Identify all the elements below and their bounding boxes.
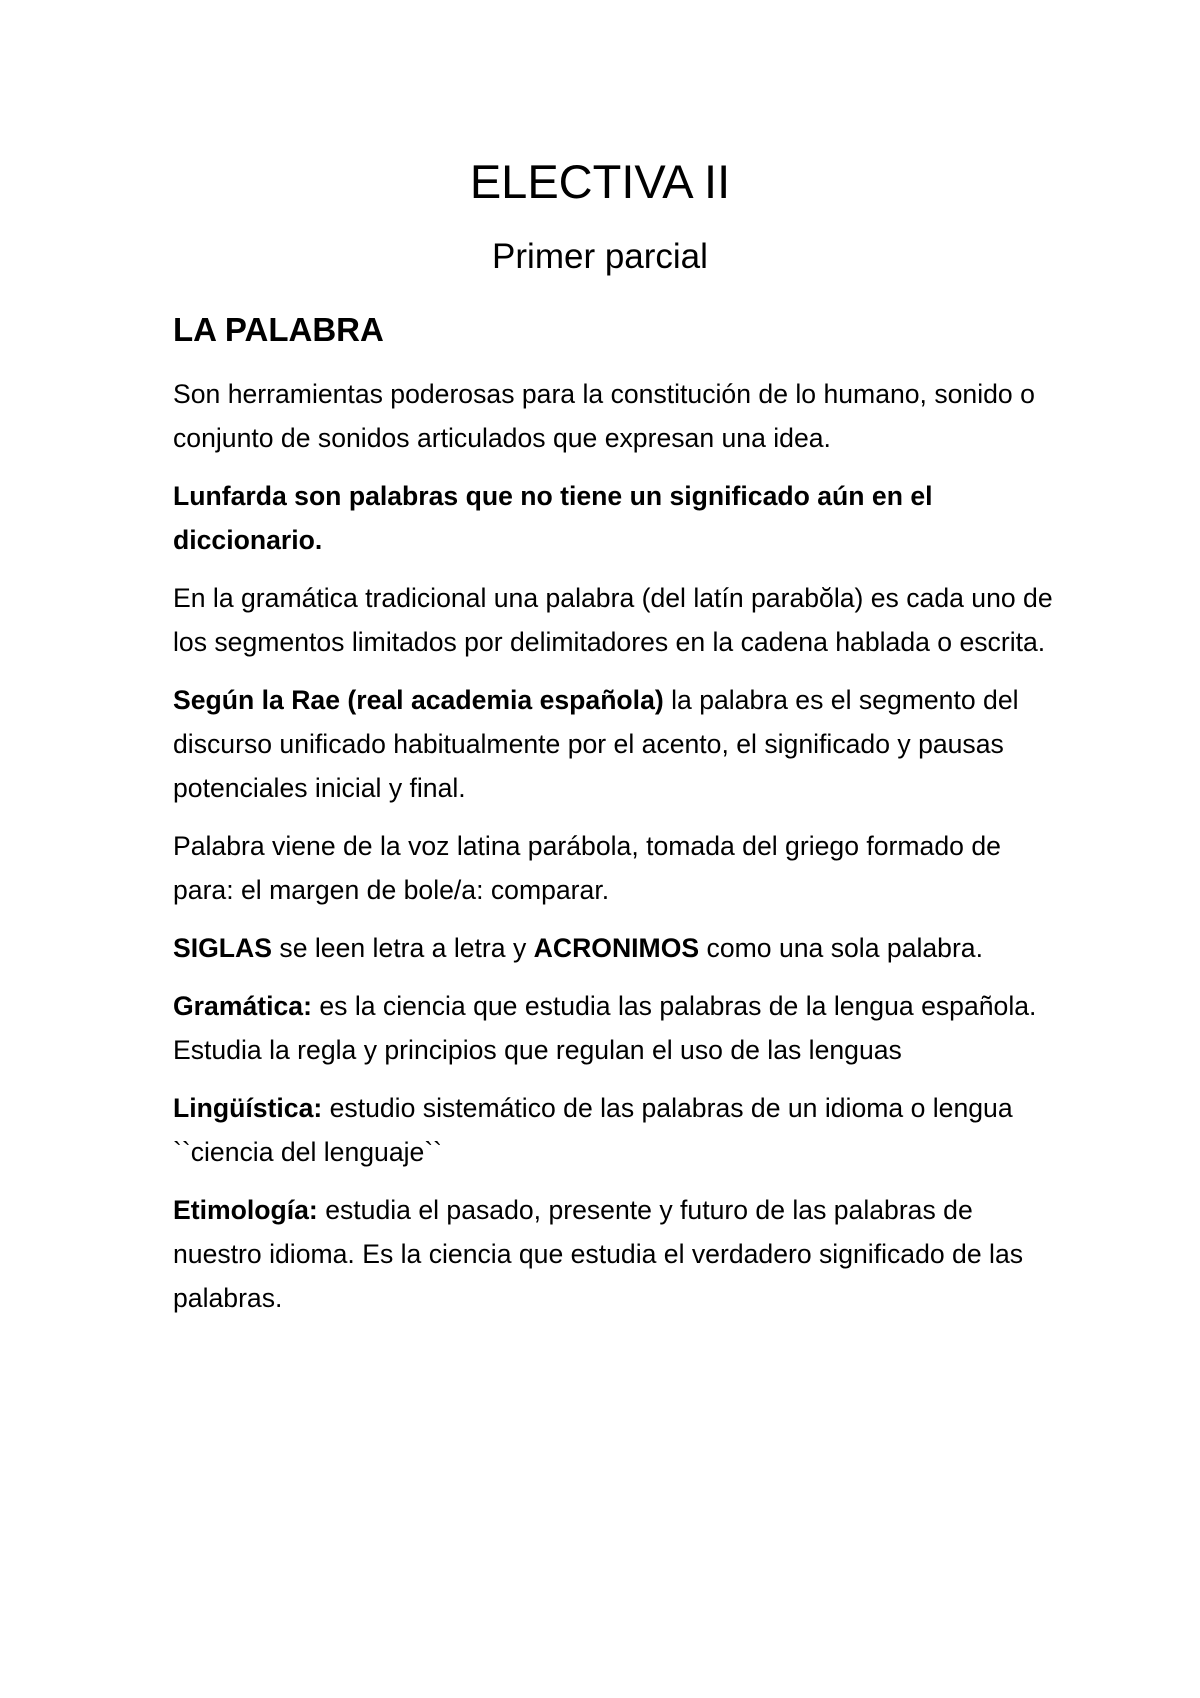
paragraph-etimologia — [173, 1188, 1053, 1320]
document-subtitle: Primer parcial — [492, 237, 708, 276]
paragraph-bold-text: Lunfarda son palabras que no tiene un significado aún en el diccionario. — [173, 481, 933, 555]
paragraph-traditional-grammar — [173, 576, 1053, 664]
paragraph-lunfarda — [173, 474, 1053, 562]
document-title: ELECTIVA II — [469, 155, 731, 208]
paragraph-origin — [173, 824, 1053, 912]
document-body — [173, 372, 1053, 1334]
paragraph-linguistica — [173, 1086, 1053, 1174]
paragraph-siglas — [173, 926, 1053, 970]
term-gramatica: Gramática: — [173, 991, 312, 1021]
paragraph-text: es la ciencia que estudia las palabras de la lengua española. Estudia la regla y principios que regulan el uso de las lenguas — [173, 991, 1037, 1065]
term-linguistica: Lingüística: — [173, 1093, 323, 1123]
paragraph-definition — [173, 372, 1053, 460]
term-acronimos: ACRONIMOS — [533, 933, 700, 963]
paragraph-text: estudia el pasado, presente y futuro de las palabras de nuestro idioma. Es la ciencia que estudia el verdadero significado de las palabras. — [173, 1195, 1024, 1313]
paragraph-text: como una sola palabra. — [706, 933, 983, 963]
section-heading: LA PALABRA — [173, 311, 384, 348]
paragraph-text: estudio sistemático de las palabras de un idioma o lengua ``ciencia del lenguaje`` — [173, 1093, 1013, 1167]
paragraph-bold-text: Según la Rae (real academia española) — [173, 685, 664, 715]
term-siglas: SIGLAS — [173, 933, 272, 963]
paragraph-text: En la gramática tradicional una palabra (del latín parabŏla) es cada uno de los segmentos limitados por delimitadores en la cadena hablada o escrita. — [173, 583, 1053, 657]
term-etimologia: Etimología: — [173, 1195, 318, 1225]
paragraph-text: Palabra viene de la voz latina parábola, tomada del griego formado de para: el margen de bole/a: comparar. — [173, 831, 1001, 905]
paragraph-text: la palabra es el segmento del discurso unificado habitualmente por el acento, el significado y pausas potenciales inicial y final. — [173, 685, 1019, 803]
paragraph-rae — [173, 678, 1053, 810]
paragraph-text: se leen letra a letra y — [279, 933, 527, 963]
paragraph-gramatica — [173, 984, 1053, 1072]
paragraph-text: Son herramientas poderosas para la constitución de lo humano, sonido o conjunto de sonidos articulados que expresan una idea. — [173, 379, 1035, 453]
